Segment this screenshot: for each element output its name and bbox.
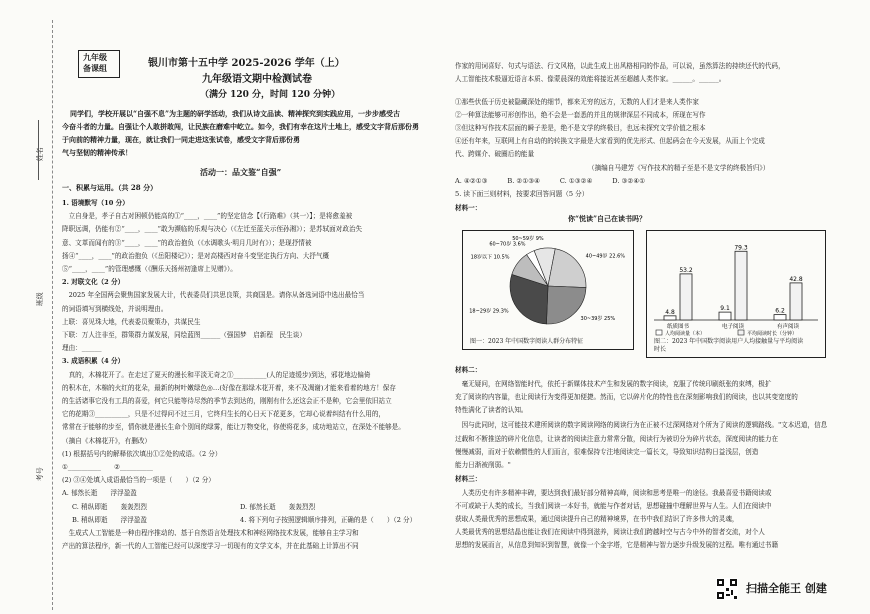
- legend-swatch: [656, 330, 662, 335]
- left-text-line: B. 稍纵即逝 浮浮盈盈: [72, 515, 147, 524]
- chart1-title: 图一：2023 年中国数字阅读人群分布特征: [470, 338, 584, 345]
- binding-line: [52, 20, 53, 610]
- intro-line: 同学们，学校开展以“自强不息”为主题的研学活动，我们从诗文品读、精神探究到实践应用，一步步感受古: [70, 109, 401, 118]
- margin-name-label: 姓名: [35, 147, 44, 162]
- bar-value-label: 6.2: [775, 307, 785, 315]
- left-text-line: 扬④“____，____”的政治抱负（《岳阳楼记》）；是对高楼西对奋斗变坚定执行方向、大抒气概: [62, 251, 330, 260]
- chart-caption: 你“悦读”自己在读书吗？: [568, 214, 647, 223]
- bar: [774, 315, 786, 320]
- bar: [680, 274, 692, 320]
- pie-chart: [462, 230, 634, 350]
- right-text-line: A. ④②①③ B. ②①③④ C. ①③②④ D. ③②④①: [455, 177, 646, 185]
- right-text-line: 能力日渐被削弱。": [455, 461, 511, 469]
- left-text-line: 下联：万人注非至，群策群力谋发展，同绘蓝图______（强国梦 启新程 民生谈）: [62, 331, 306, 339]
- legend-swatch: [738, 330, 744, 335]
- left-text-line: 2. 对联文化（2 分）: [62, 278, 125, 287]
- intro-line: 气与坚韧的精神传承！: [62, 148, 132, 157]
- bar: [735, 251, 747, 320]
- left-text-line: 2025 年全国两会聚焦国家发展大计，代表委员们共思良策，共商国是。请你从备选词语中选出最恰当: [62, 291, 365, 300]
- right-text-line: 代、跨媒介、破圈后的能量: [455, 150, 535, 158]
- intro-line: 今奋斗者的力量。自强让个人敢拼敢闯，让民族在磨难中屹立。如今，我们有幸在这片土地上，感受文字背后那份勇: [62, 122, 419, 131]
- score-time: （满分 120 分，时间 120 分钟）: [200, 90, 341, 100]
- bar-value-label: 53.2: [679, 266, 693, 274]
- right-text-line: 材料二：: [455, 366, 482, 374]
- pie-label: 60~70岁 3.6%: [489, 241, 526, 248]
- legend-label: 人均阅读量（本）: [665, 331, 706, 337]
- left-text-line: 降职远调，仍能有②“____，____”敢为濒临的乐观与决心（《左迁至蓝关示侄孙湘》）；是苏轼面对政治失: [62, 225, 363, 234]
- school-title: 银川市第十五中学 2025-2026 学年（上）: [148, 58, 345, 69]
- pie-label: 18~29岁 29.3%: [469, 308, 509, 315]
- right-text-line: 人类历史有许多精神丰碑，要达到我们最好部分精神高峰，阅读和思考是唯一的途径。我最喜爱书籍阅读或: [455, 489, 772, 497]
- right-text-line: ④还有年来，互联网上有自动的的转换文字最是大家看到的优先形式、但起码会在今天发展，从而上个完成: [455, 137, 765, 145]
- section-title: 一、积累与运用。（共 28 分）: [62, 183, 158, 192]
- left-text-line: 4. 将下列句子按照逻辑顺序排列，正确的是（ ）（2 分）: [240, 515, 417, 524]
- left-text-line: (1) 根据括号内的解释依次填出①②处的成语。（2 分）: [62, 449, 222, 458]
- exam-title: 九年级语文期中检测试卷: [202, 74, 312, 85]
- right-text-line: （摘编自马建芳《写作技术的精子至是不是文学的终极旨归》）: [588, 164, 770, 172]
- legend-label: 平均阅读时长（分钟）: [747, 331, 798, 337]
- badge-line2: 备课组: [83, 63, 107, 73]
- right-text-line: 材料一：: [455, 204, 482, 212]
- left-text-line: 它的花期③__________，只是不过得问不过三月，它终归生长的心日天下花更多，它却心说着纠结有什么用的，: [62, 410, 386, 419]
- left-text-line: 理由：______: [62, 344, 102, 353]
- bar-value-label: 79.3: [734, 244, 748, 252]
- bar-value-label: 9.1: [720, 305, 730, 313]
- margin-class-label: 班级: [35, 292, 44, 307]
- left-text-line: A. 郁然长逝 浮浮盈盈: [62, 489, 137, 498]
- pie-label: 40~49岁 22.6%: [585, 253, 626, 260]
- category-label: 纸质图书: [666, 324, 690, 330]
- left-text-line: D. 郁然长逝 轰轰烈烈: [240, 502, 316, 511]
- bar-value-label: 42.8: [789, 275, 803, 283]
- activity-title: 活动一：品文鉴“自强”: [200, 167, 282, 177]
- bar: [790, 283, 802, 320]
- right-text-line: 充了阅读的内容量，也让阅读行为变得更加便捷。然而，它以碎片化的特性也在深刻影响我们的阅读，也以其变宽度的: [455, 393, 798, 401]
- right-text-line: 5. 读下面三则材料，按要求回答问题（5 分）: [455, 190, 589, 198]
- right-text-line: 获取人类最优秀的思想成果，通过阅读提升自己的精神境界，在书中我们结识了许多伟大的灵魂，: [455, 515, 739, 523]
- pie-label: 18岁以下 10.5%: [470, 254, 510, 261]
- right-text-line: 不可或缺于人类的成长，当我们阅读一本好书，就能与作者对话，思想碰撞中理解世界与人生。人们在阅读中: [455, 502, 772, 510]
- left-text-line: 真的，木棉花开了。在走过了夏天的漫长和平淡无奇之①__________(人的足迹缓步)到达，邪花地边偏倚: [62, 370, 371, 379]
- intro-line: 于向前的精神力量，现在，就让我们一同走进这张试卷，感受文字背后那份勇: [62, 135, 300, 144]
- right-text-line: 过载和不断推送的碎片化信息，让读者的阅读注意力常常分散，阅读行为被切分为碎片状态，深度阅读的能力在: [455, 435, 779, 443]
- right-text-line: 因与此同时，这可能技术建所阅读的数字阅读网络的阅读行为在正被不过深网络对个所为了阅读的逻辑路线。"文本迟道，信息: [455, 421, 828, 429]
- left-text-line: 的积木在，木棉的火红的花朵，最新的树叶嫩绿色◎…(好像在那绿木花开着，来不及凋谢)才能来看着的地方！保存: [62, 383, 396, 392]
- right-text-line: 材料三：: [455, 475, 482, 483]
- left-text-line: 3. 成语积累（4 分）: [62, 357, 125, 366]
- left-text-line: 常常在于能够的步至，情你就是漫长生命个别间的绿雾，能让万物变化，你使将花多，成功地站立，在深处不能够是。: [62, 423, 405, 432]
- left-text-line: 的生活诸事它没有工具的喜爱，何它只能等待尽然的季节去到达的，刚刚有什么还这会正不是种，它会里依旧站立: [62, 397, 392, 405]
- badge-line1: 九年级: [83, 52, 107, 62]
- right-text-line: 作家的用词喜好、句式与语法、行文风格，以此生成上出风格相同的作品，可以说，虽然算法的持续还代的代码，: [455, 62, 785, 70]
- left-text-line: 1. 语境默写（10 分）: [62, 199, 129, 207]
- right-text-line: 毫无疑问，在网络智能时代，依托于新媒体技术产生和发展的数字阅读，克服了传统印刷纸张的束缚，极扩: [455, 380, 772, 388]
- left-text-line: （摘自《木棉花开》，有删改）: [62, 436, 152, 445]
- margin-exam-no-label: 考号: [35, 467, 44, 482]
- left-text-line: 生成式人工智能是一种由程序推动的、基于自然语言处理技术和神经网络技术发展，能够自主学习和: [62, 529, 359, 537]
- pie-label: 30~39岁 25%: [580, 315, 616, 322]
- left-text-line: 产出的算法程序，新一代的人工智能已经可以深度学习一切现有的文学文本，并在此基础上计算出不同: [62, 542, 359, 551]
- right-text-line: 慢慢减弱，而对于依赖惯性的人们而言，很难保持专注地阅读完一篇长文，导致知识结构日益浅层，创造: [455, 448, 759, 456]
- right-text-line: ③但这种写作技术层面的瞬子差是，绝不是文学的终极目，也远未探究文学价值之根本: [455, 124, 706, 132]
- bar-value-label: 4.8: [665, 308, 675, 316]
- left-text-line: 的词语填写到横线处，并说明理由。: [62, 304, 168, 313]
- right-text-line: 特性满化了读者的认知。: [455, 406, 528, 414]
- bar: [719, 312, 731, 320]
- category-label: 有声阅读: [776, 324, 800, 330]
- bar: [664, 316, 676, 320]
- qr-code-icon: [716, 578, 738, 600]
- left-text-line: 上联：喜见珠大地，代表委员聚策办，共谋民生: [62, 317, 201, 326]
- right-text-line: ①那些伏低于历史被隐藏深处的细节，都来无穷的远方，无数的人们才是来人类作家: [455, 98, 699, 106]
- left-text-line: 立自身是，孝子自古对困顿仍能高的①“____，____”的坚定信念【《行路难》（其一）】；是将愈羞被: [62, 212, 353, 221]
- left-text-line: ①__________ ②__________: [62, 463, 153, 471]
- right-text-line: 思想的发展而言，从信息到知识到智慧，就像一个金字塔，它是精神与智力逐步升级发展的过程。唯有通过书籍: [455, 541, 779, 549]
- right-text-line: 人工智能技术极逼近语言本质、像蒙晨深的效能将接近甚至超越人类作家。______。______。: [455, 75, 726, 83]
- left-text-line: 意、文革而闻有的③“____，____”的政治抱负（《水调歌头·明月几时有》）；是现抒情被: [62, 238, 312, 247]
- right-text-line: 人类最优秀的思想结晶也能让我们在阅读中得到滋养，阅读让我们跨越时空与古今中外的智者交流，对个人: [455, 528, 765, 536]
- left-text-line: (2) ③④处填入成语最恰当的一项是（ ）（2 分）: [62, 476, 215, 485]
- left-text-line: ⑤“____，____”的管理感慨（《酬乐天扬州初逢席上见赠》）。: [62, 265, 237, 273]
- chart2-title: 图二：2023 年中国数字阅读用户人均接触量与平均阅读时长: [654, 338, 804, 354]
- left-text-line: C. 稍纵即逝 轰轰烈烈: [72, 502, 147, 511]
- right-text-line: ②一种算法能够可形创作出，绝不会是一套悉的并且的规律深层不同成本，所现在写作: [455, 111, 706, 119]
- category-label: 电子阅读: [721, 324, 745, 330]
- pie-label: 50~59岁 9%: [512, 236, 544, 243]
- grade-badge: [78, 50, 120, 78]
- scanner-watermark: 扫描全能王 创建: [746, 582, 827, 595]
